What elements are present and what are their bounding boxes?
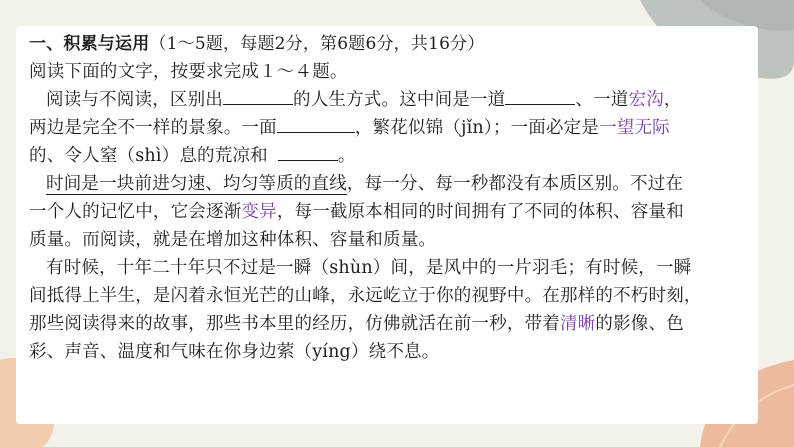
text: ，每一截原本相同的时间拥有了不同的体积、容量和 <box>276 202 684 222</box>
question-content <box>29 30 759 366</box>
p2-line-2 <box>29 198 759 226</box>
underlined-sentence: 时间是一块前进匀速、均匀等质的直线 <box>46 174 347 194</box>
section-note: （1～5题，每题2分，第6题6分，共16分） <box>149 34 485 54</box>
p3-line-3 <box>29 310 759 338</box>
text: ，繁花似锦（jǐn）；一面必定是 <box>354 118 600 138</box>
p1-line-3 <box>29 142 759 170</box>
text: ，每一分、每一秒都没有本质区别。不过在 <box>346 174 684 194</box>
fill-blank-2[interactable] <box>505 86 575 105</box>
text: 的影像、色 <box>595 314 684 334</box>
section-title: 一、积累与运用 <box>29 34 150 54</box>
fill-blank-4[interactable] <box>278 142 338 161</box>
p3-line-2: 间抵得上半生，是闪着永恒光芒的山峰，永远屹立于你的视野中。在那样的不朽时刻， <box>29 286 702 306</box>
p2-line-3: 质量。而阅读，就是在增加这种体积、容量和质量。 <box>29 230 437 250</box>
p3-line-4: 彩、声音、温度和气味在你身边萦（yíng）绕不息。 <box>29 342 440 362</box>
text: 两边是完全不一样的景象。一面 <box>29 118 277 138</box>
text: 、一道 <box>575 90 629 110</box>
text: 。 <box>337 146 356 166</box>
text: 阅读与不阅读，区别出 <box>46 90 223 110</box>
p3-line-1: 有时候，十年二十年只不过是一瞬（shùn）间，是风中的一片羽毛；有时候，一瞬 <box>46 258 692 278</box>
fill-blank-3[interactable] <box>277 114 355 133</box>
highlighted-word: 宏沟 <box>628 90 664 110</box>
section-heading <box>29 30 759 58</box>
highlighted-word: 清晰 <box>560 314 596 334</box>
text: ， <box>663 90 682 110</box>
text: 的人生方式。这中间是一道 <box>293 90 506 110</box>
text: 一个人的记忆中，它会逐渐 <box>29 202 242 222</box>
instruction: 阅读下面的文字，按要求完成１～４题。 <box>29 62 348 82</box>
text: 的、令人窒（shì）息的荒凉和 <box>29 146 268 166</box>
fill-blank-1[interactable] <box>223 86 293 105</box>
p1-line-2 <box>29 114 759 142</box>
highlighted-word: 一望无际 <box>599 118 670 138</box>
highlighted-word: 变异 <box>241 202 277 222</box>
text: 那些阅读得来的故事，那些书本里的经历，仿佛就活在前一秒，带着 <box>29 314 560 334</box>
p2-line-1 <box>29 170 759 198</box>
p1-line-1 <box>29 86 759 114</box>
